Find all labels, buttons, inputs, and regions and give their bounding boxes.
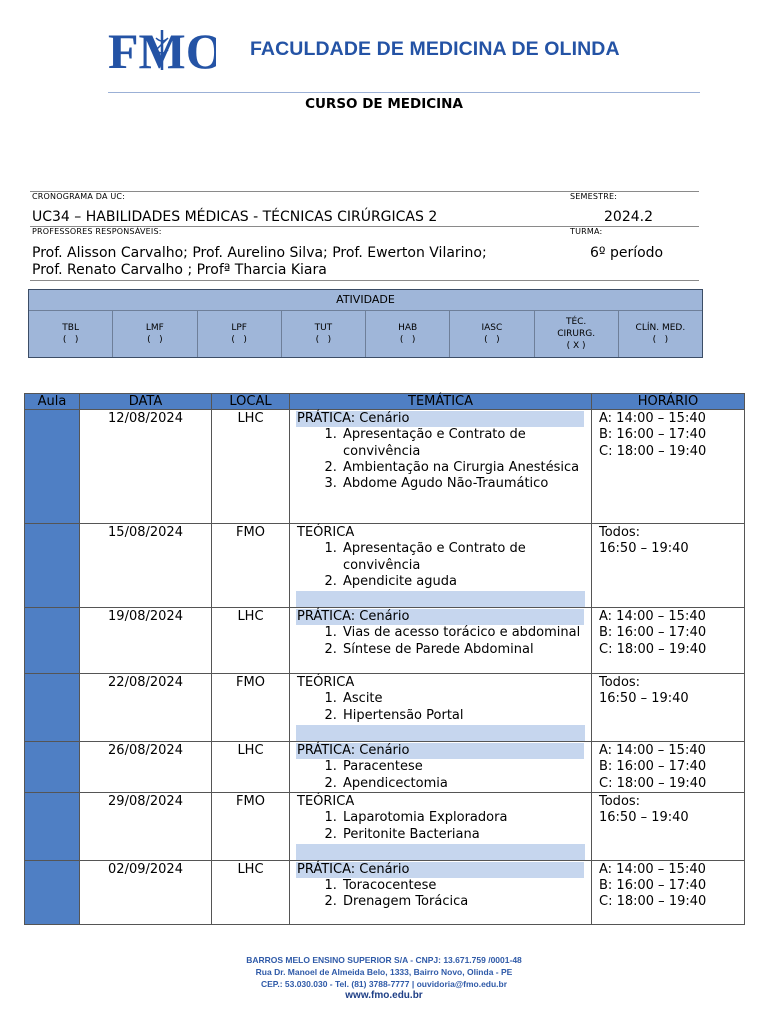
- course-title: CURSO DE MEDICINA: [305, 96, 463, 112]
- table-body: [25, 410, 745, 925]
- date-cell: 15/08/2024: [80, 524, 212, 608]
- horario-cell: [592, 792, 745, 860]
- horario-line: A: 14:00 – 15:40: [599, 609, 706, 625]
- horario-line: Todos:: [599, 525, 641, 540]
- date-cell: 02/09/2024: [80, 860, 212, 924]
- professores-line1: Prof. Alisson Carvalho; Prof. Aurelino Silva; Prof. Ewerton Vilarino;: [32, 245, 487, 261]
- col-data: DATA: [80, 394, 212, 410]
- col-tematica: TEMÁTICA: [290, 394, 592, 410]
- table-row: [25, 608, 745, 674]
- list-item: 1. Apresentação e Contrato de convivência: [341, 541, 585, 574]
- list-item: 1. Apresentação e Contrato de convivência: [341, 427, 585, 460]
- horario-cell: [592, 608, 745, 674]
- table-row: [25, 860, 745, 924]
- footer-contact: CEP.: 53.030.030 - Tel. (81) 3788-7777 | ouvidoria@fmo.edu.br: [260, 979, 508, 989]
- horario-line: C: 18:00 – 19:40: [599, 443, 707, 459]
- info-divider-bottom: [30, 280, 699, 281]
- activity-label: CLÍN. MED.: [635, 323, 686, 333]
- professores-line2: Prof. Renato Carvalho ; Profª Tharcia Kiara: [32, 262, 327, 278]
- tematica-list: [296, 759, 585, 792]
- horario-line: A: 14:00 – 15:40: [599, 861, 706, 877]
- horario-line: 16:50 – 19:40: [599, 810, 689, 826]
- tematica-heading: PRÁTICA: Cenário: [296, 743, 584, 759]
- logo-text: FMO: [108, 24, 216, 74]
- horario-line: 16:50 – 19:40: [599, 691, 689, 707]
- list-item: 1. Vias de acesso torácico e abdominal: [341, 625, 585, 641]
- list-item: 2. Apendicite aguda: [341, 574, 585, 590]
- table-header-row: [25, 394, 745, 410]
- horario-line: 16:50 – 19:40: [599, 541, 689, 557]
- activity-box: [28, 289, 703, 358]
- tematica-heading: PRÁTICA: Cenário: [296, 609, 584, 625]
- list-item: 3. Abdome Agudo Não-Traumático: [341, 476, 585, 492]
- aula-cell: [25, 524, 80, 608]
- activity-label: LPF: [231, 323, 247, 333]
- horario-cell: [592, 524, 745, 608]
- cronograma-label: CRONOGRAMA DA UC:: [32, 192, 126, 201]
- col-local: LOCAL: [212, 394, 290, 410]
- tematica-heading: TEÓRICA: [297, 793, 355, 809]
- list-item: 1. Ascite: [341, 691, 585, 707]
- aula-cell: [25, 674, 80, 742]
- footer-company: BARROS MELO ENSINO SUPERIOR S/A - CNPJ: 13.671.759 /0001-48: [246, 955, 522, 965]
- schedule-table: [24, 393, 745, 925]
- turma-value: 6º período: [590, 245, 664, 261]
- table-row: [25, 792, 745, 860]
- tematica-cell: [290, 742, 592, 793]
- local-cell: LHC: [212, 860, 290, 924]
- date-cell: 22/08/2024: [80, 674, 212, 742]
- horario-line: Todos:: [599, 675, 641, 691]
- aula-cell: [25, 742, 80, 793]
- col-horario: HORÁRIO: [592, 394, 745, 410]
- activity-cell: [113, 311, 197, 357]
- highlight-bar: [296, 591, 585, 607]
- list-item: 2. Peritonite Bacteriana: [341, 827, 585, 843]
- date-cell: 19/08/2024: [80, 608, 212, 674]
- local-cell: LHC: [212, 410, 290, 524]
- tematica-list: [296, 810, 585, 843]
- local-cell: FMO: [212, 524, 290, 608]
- horario-line: Todos:: [599, 793, 641, 809]
- cronograma-value: UC34 – HABILIDADES MÉDICAS - TÉCNICAS CIRÚRGICAS 2: [32, 209, 438, 225]
- activity-label: TÉC. CIRURG.: [557, 317, 596, 339]
- aula-cell: [25, 792, 80, 860]
- list-item: 1. Laparotomia Exploradora: [341, 810, 585, 826]
- turma-label: TURMA:: [570, 227, 603, 236]
- footer-website[interactable]: www.fmo.edu.br: [345, 990, 423, 1001]
- horario-line: C: 18:00 – 19:40: [599, 894, 707, 910]
- horario-cell: [592, 410, 745, 524]
- activity-checkbox[interactable]: ( ): [147, 335, 163, 345]
- tematica-list: [296, 541, 585, 590]
- semestre-label: SEMESTRE:: [570, 192, 618, 201]
- table-row: [25, 674, 745, 742]
- professores-label: PROFESSORES RESPONSÁVEIS:: [32, 227, 162, 236]
- activity-checkbox[interactable]: ( ): [62, 335, 79, 345]
- horario-line: A: 14:00 – 15:40: [599, 743, 706, 759]
- table-row: [25, 742, 745, 793]
- col-aula: Aula: [25, 394, 80, 410]
- activity-checkbox[interactable]: ( ): [399, 335, 416, 345]
- horario-cell: [592, 742, 745, 793]
- activity-cell: [282, 311, 366, 357]
- list-item: 1. Toracocentese: [341, 878, 585, 894]
- tematica-cell: [290, 860, 592, 924]
- table-row: [25, 524, 745, 608]
- highlight-bar: [296, 725, 585, 741]
- activity-checkbox[interactable]: ( ): [315, 335, 332, 345]
- aula-cell: [25, 860, 80, 924]
- header-divider: [108, 92, 700, 93]
- tematica-heading: TEÓRICA: [297, 525, 355, 540]
- aula-cell: [25, 608, 80, 674]
- tematica-cell: [290, 674, 592, 742]
- date-cell: 12/08/2024: [80, 410, 212, 524]
- local-cell: LHC: [212, 742, 290, 793]
- tematica-cell: [290, 792, 592, 860]
- aula-cell: [25, 410, 80, 524]
- list-item: 2. Apendicectomia: [341, 776, 585, 792]
- tematica-cell: [290, 608, 592, 674]
- footer: [0, 954, 768, 1002]
- horario-line: A: 14:00 – 15:40: [599, 411, 706, 426]
- tematica-list: [296, 427, 585, 492]
- list-item: 2. Drenagem Torácica: [341, 894, 585, 910]
- date-cell: 29/08/2024: [80, 792, 212, 860]
- activity-label: HAB: [398, 323, 418, 333]
- activity-title: ATIVIDADE: [29, 290, 702, 311]
- table-row: [25, 410, 745, 524]
- activity-label: TBL: [62, 323, 79, 333]
- activity-label: TUT: [314, 323, 333, 333]
- fmo-logo: [108, 24, 216, 74]
- activity-checkbox[interactable]: ( X ): [566, 341, 586, 351]
- activity-cell: [535, 311, 619, 357]
- horario-cell: [592, 674, 745, 742]
- list-item: 2. Ambientação na Cirurgia Anestésica: [341, 460, 585, 476]
- activity-label: IASC: [481, 323, 503, 333]
- horario-line: C: 18:00 – 19:40: [599, 775, 707, 791]
- tematica-list: [296, 691, 585, 724]
- date-cell: 26/08/2024: [80, 742, 212, 793]
- activity-cells: [29, 311, 702, 357]
- horario-line: B: 16:00 – 17:40: [599, 878, 707, 894]
- institution-name: FACULDADE DE MEDICINA DE OLINDA: [250, 38, 620, 60]
- activity-label: LMF: [145, 323, 164, 333]
- tematica-list: [296, 878, 585, 911]
- horario-line: B: 16:00 – 17:40: [599, 625, 707, 641]
- tematica-cell: [290, 410, 592, 524]
- list-item: 2. Hipertensão Portal: [341, 708, 585, 724]
- activity-cell: [29, 311, 113, 357]
- activity-cell: [366, 311, 450, 357]
- horario-cell: [592, 860, 745, 924]
- tematica-cell: [290, 524, 592, 608]
- list-item: 2. Síntese de Parede Abdominal: [341, 642, 585, 658]
- horario-line: B: 16:00 – 17:40: [599, 759, 707, 775]
- tematica-heading: TEÓRICA: [297, 675, 355, 691]
- activity-cell: [198, 311, 282, 357]
- highlight-bar: [296, 844, 585, 860]
- tematica-heading: PRÁTICA: Cenário: [296, 862, 584, 878]
- tematica-heading: PRÁTICA: Cenário: [296, 411, 584, 427]
- local-cell: FMO: [212, 674, 290, 742]
- horario-line: B: 16:00 – 17:40: [599, 427, 707, 443]
- activity-checkbox[interactable]: ( ): [231, 335, 247, 345]
- local-cell: LHC: [212, 608, 290, 674]
- activity-checkbox[interactable]: ( ): [652, 335, 669, 345]
- semestre-value: 2024.2: [604, 209, 653, 225]
- footer-address: Rua Dr. Manoel de Almeida Belo, 1333, Bairro Novo, Olinda - PE: [255, 967, 513, 977]
- list-item: 1. Paracentese: [341, 759, 585, 775]
- horario-line: C: 18:00 – 19:40: [599, 641, 707, 657]
- activity-checkbox[interactable]: ( ): [484, 335, 500, 345]
- tematica-list: [296, 625, 585, 658]
- activity-cell: [450, 311, 534, 357]
- local-cell: FMO: [212, 792, 290, 860]
- activity-cell: [619, 311, 702, 357]
